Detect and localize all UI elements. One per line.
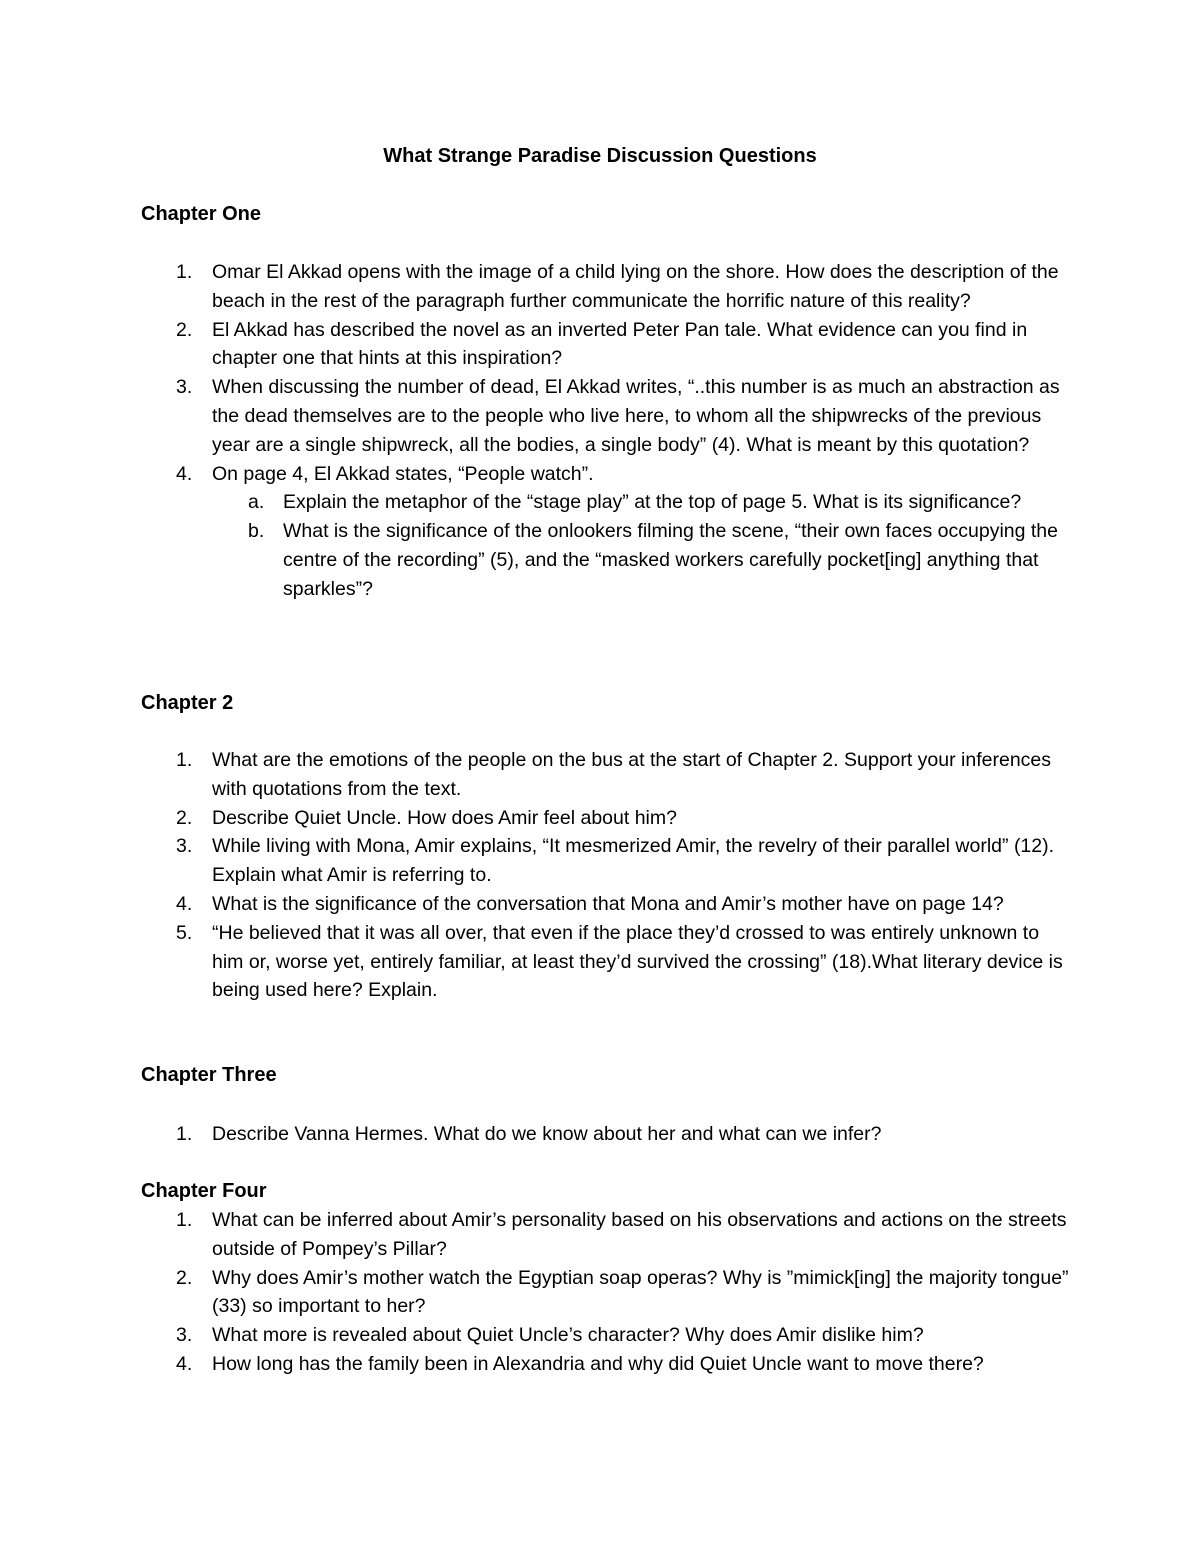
subquestion-item	[0, 488, 1063, 517]
question-number: 4.	[176, 1352, 193, 1375]
question-number: 5.	[176, 921, 193, 944]
question-item	[0, 1264, 1072, 1322]
question-item	[0, 919, 1072, 1005]
question-item	[0, 746, 1072, 804]
question-item	[0, 1350, 1072, 1379]
section-heading-chapter-three: Chapter Three	[141, 1064, 277, 1086]
question-text: Describe Quiet Uncle. How does Amir feel about him?	[212, 806, 677, 829]
subquestion-letter: a.	[248, 491, 265, 514]
section-heading-chapter-four: Chapter Four	[141, 1180, 267, 1202]
question-number: 1.	[176, 749, 193, 771]
question-item	[0, 1206, 1072, 1264]
question-item	[0, 258, 1072, 316]
question-text: While living with Mona, Amir explains, “It mesmerized Amir, the revelry of their parallel world” (12). Explain what Amir is referring to.	[212, 835, 1055, 887]
question-number: 4.	[176, 892, 193, 915]
question-text: How long has the family been in Alexandria and why did Quiet Uncle want to move there?	[212, 1352, 984, 1375]
question-item	[0, 1321, 1072, 1350]
subquestion-list	[212, 488, 1072, 603]
question-item	[0, 1120, 1072, 1149]
question-text: What more is revealed about Quiet Uncle’s character? Why does Amir dislike him?	[212, 1324, 924, 1347]
question-item	[0, 460, 1072, 604]
question-number: 2.	[176, 806, 193, 829]
subquestion-item	[0, 517, 1063, 603]
question-number: 3.	[176, 1324, 193, 1347]
question-number: 3.	[176, 835, 193, 858]
question-text: What are the emotions of the people on the bus at the start of Chapter 2. Support your inferences with quotations from the text.	[212, 749, 1052, 800]
subquestion-text: What is the significance of the onlookers filming the scene, “their own faces occupying the centre of the recording” (5), and the “masked workers carefully pocket[ing] anything that sparkles”?	[283, 520, 1058, 600]
subquestion-letter: b.	[248, 520, 265, 543]
question-text: Why does Amir’s mother watch the Egyptian soap operas? Why is ”mimick[ing] the majority tongue” (33) so important to her?	[212, 1266, 1069, 1318]
question-text: Omar El Akkad opens with the image of a child lying on the shore. How does the description of the beach in the rest of the paragraph further communicate the horrific nature of this reality?	[212, 261, 1059, 312]
question-number: 2.	[176, 318, 193, 341]
question-item	[0, 804, 1072, 833]
question-list-chapter-2	[0, 746, 1200, 1005]
question-number: 1.	[176, 261, 193, 283]
question-text: On page 4, El Akkad states, “People watch”.	[212, 462, 594, 485]
question-item	[0, 316, 1072, 374]
question-text: What is the significance of the conversation that Mona and Amir’s mother have on page 14?	[212, 892, 1004, 915]
question-number: 2.	[176, 1266, 193, 1289]
section-heading-chapter-one: Chapter One	[141, 203, 262, 225]
question-text: El Akkad has described the novel as an inverted Peter Pan tale. What evidence can you find in chapter one that hints at this inspiration?	[212, 318, 1028, 370]
question-text: When discussing the number of dead, El Akkad writes, “..this number is as much an abstraction as the dead themselves are to the people who live here, to whom all the shipwrecks of the previous year are a single shipwreck, all the bodies, a single body” (4). What is meant by this quotation?	[212, 376, 1060, 456]
question-text: What can be inferred about Amir’s personality based on his observations and actions on the streets outside of Pompey’s Pillar?	[212, 1209, 1067, 1260]
document-title: What Strange Paradise Discussion Questions	[383, 145, 817, 167]
section-heading-chapter-2: Chapter 2	[141, 692, 234, 714]
question-item	[0, 373, 1072, 459]
subquestion-text: Explain the metaphor of the “stage play” at the top of page 5. What is its significance?	[283, 491, 1022, 514]
question-item	[0, 832, 1072, 890]
question-number: 1.	[176, 1123, 193, 1145]
question-item	[0, 890, 1072, 919]
question-number: 4.	[176, 462, 193, 485]
question-list-chapter-four	[0, 1206, 1200, 1379]
question-list-chapter-one	[0, 258, 1200, 604]
question-list-chapter-three	[0, 1120, 1200, 1149]
question-number: 1.	[176, 1209, 193, 1231]
question-number: 3.	[176, 376, 193, 399]
question-text: “He believed that it was all over, that even if the place they’d crossed to was entirely unknown to him or, worse yet, entirely familiar, at least they’d survived the crossing” (18).What literary device is being used here? Explain.	[212, 921, 1063, 1002]
question-text: Describe Vanna Hermes. What do we know about her and what can we infer?	[212, 1123, 882, 1145]
